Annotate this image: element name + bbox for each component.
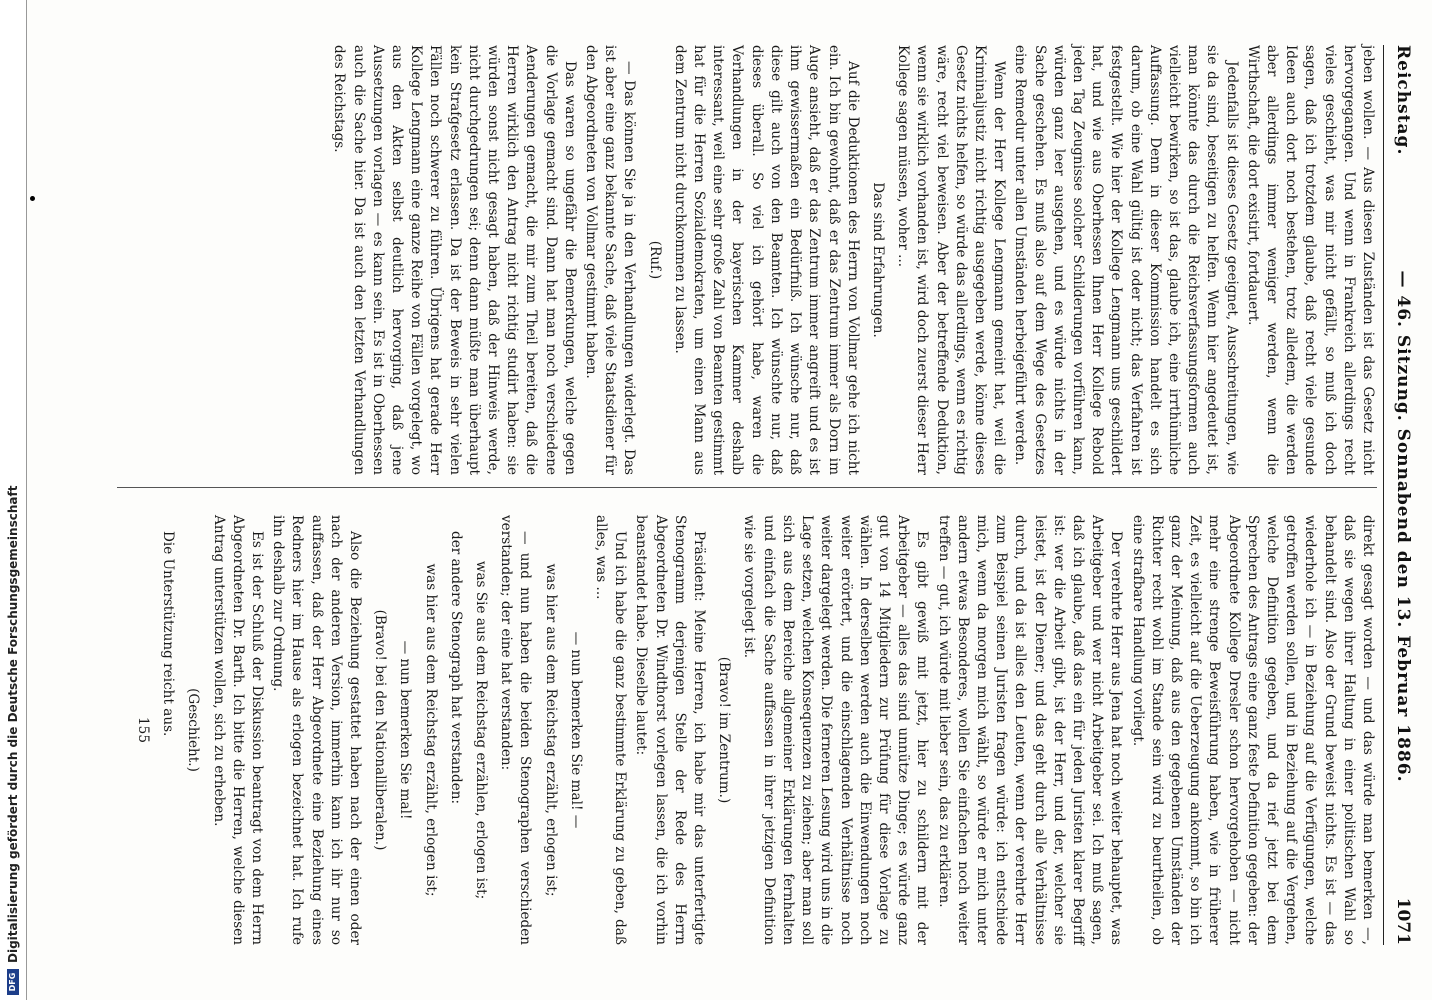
interjection: (Bravo! im Zentrum.) [716, 656, 733, 804]
paragraph: Es gibt gewiß mit jetzt, hier zu schildern mit der Arbeitgeber — alles das sind unnütze Dinge; es würde ganz gut von 14 Mitgliedern zur Prüfung für diese Vorlage zu wählen. In derselben werden auch die Einwendungen noch weiter erörtert, und die einschlagenden Verhältnisse noch weiter dargelegt werden. Die ferneren Lesung wird uns in die Lage setzen, welchen Konsequenzen zu ziehen; aber man soll sich aus dem Bereiche allgemeiner Erklärungen fernhalten und einfach die Sache auffassen in ihrer jetzigen Definition wie sie vorgelegt ist. [741, 515, 931, 945]
quote: — nun bemerken Sie mal! — [567, 631, 584, 829]
paragraph: Es ist der Schluß der Diskussion beantragt von dem Herrn Abgeordneten Dr. Barth. Ich bitte die Herren, welche diesen Antrag unterstützen wollen, sich zu erheben. [210, 515, 266, 945]
left-column [327, 45, 1377, 475]
quote: — nun bemerken Sie mal! [397, 640, 414, 820]
paragraph: Auf die Deduktionen des Herrn von Vollmar gehe ich nicht ein. Ich bin gewohnt, daß er das Zentrum immer als Dorn im Auge ansieht, daß er das Zentrum immer angreift und es ist ihm gewissermaßen ein Bedürfniß. Ich wünsche nur, daß diese gilt auch von den Beamten. Ich wünschte nur, daß dieses überall. So viel ich gehört habe, waren die Verhandlungen in der bayerischen Kammer deshalb interessant, weil eine sehr große Zahl von Beamten gestimmt hat für die Herren Sozialdemokraten, um einen Mann aus dem Zentrum nicht durchkommen zu lassen. [671, 45, 861, 475]
paragraph: — Das können Sie ja in den Verhandlungen widerlegt. Das ist aber eine ganz bekannte Sache, daß viele Staatsdiener für den Abgeordneten von Vollmar gestimmt haben. [583, 45, 638, 475]
page-number: 1071 [1393, 897, 1413, 945]
right-column [127, 515, 1377, 945]
digitization-credit: Digitalisierung gefördert durch die Deutsche Forschungsgemeinschaft [6, 485, 20, 963]
paragraph: Also die Beziehung gestattet haben nach der einen oder nach der anderen Version, immerhin kann ich ihr nur so auffassen, daß der Herr Abgeordnete eine Beziehung eines Redners hier im Hause als erlogen bezeichnet hat. Ich rufe ihn deshalb zur Ordnung. [270, 515, 364, 945]
interjection: (Geschieht.) [185, 688, 202, 772]
paragraph: direkt gesagt worden — und das würde man bemerken —, daß sie wegen ihrer Haltung in einer politischen Wahl so behandelt sind. Also der Grund beweist nichts. Es ist — das wiederhole ich — in Beziehung auf die Verfügungen, welche getroffen werden sollen, und in Beziehung auf die Vergehen, welche Definition gegeben, und da rief jetzt bei dem Sprechen des Antrags eine ganz feste Definition gegeben: der Abgeordnete Kollege Dresler schon hervorgehoben — nicht mehr eine strenge Beweisführung haben, wie in früherer Zeit, es vielleicht auf die Ueberzeugung ankommt, so bin ich ganz der Meinung, daß aus den gegebenen Umständen der Richter recht wohl im Stande sein wird zu beurtheilen, ob eine strafbare Handlung vorliegt. [1129, 515, 1376, 945]
paragraph: der andere Stenograph hat verstanden: [447, 531, 464, 805]
quote: was hier aus dem Reichstag erzählt, erlogen ist; [422, 563, 439, 897]
header-left: Reichstag. [1393, 45, 1413, 156]
paragraph: Jedenfalls ist dieses Gesetz geeignet, Ausschreitungen, wie sie da sind, beseitigen zu helfen. Wenn hier angedeutet ist, man könnte das durch die Reichsverfassungsformen auch vielleicht bewirken, so ist das, glaube ich, eine irrthümliche Auffassung. Denn in dieser Kommission handelt es sich darum, ob eine Wahl gültig ist oder nicht; das Verfahren ist festgestellt. Wie hier der Kollege Lengmann uns geschildert hat, und wie aus Oberhessen Ihnen Herr Kollege Rebold jeden Tag Zeugnisse solcher Schilderungen vorführen kann, würden ganz leer ausgehen, und es würde nichts in der Sache geschehen. Es muß also auf dem Wege des Gesetzes eine Remedur unter allen Umständen herbeigeführt werden. [1012, 45, 1240, 475]
paragraph: Die Unterstützung reicht aus. [160, 531, 177, 737]
header-middle: — 46. Sitzung. Sonnabend den 13. Februar 1886. [1393, 270, 1413, 783]
paragraph: jeben wollen. — Aus diesen Zuständen ist das Gesetz nicht hervorgegangen. Und wenn in Frankreich allerdings recht vieles geschieht, was mir nicht gefällt, so muß ich doch sagen, daß ich trotzdem glaube, daß recht viele gesunde Ideen auch dort noch bestehen, trotz alledem, die werden aber allerdings immer weniger werden, wenn die Wirthschaft, die dort existirt, fortdauert. [1244, 45, 1376, 475]
dfg-logo: DFG [7, 969, 19, 995]
paragraph: Der verehrte Herr aus Jena hat noch weiter behauptet, was Arbeitgeber und wer nicht Arbeitgeber sei. Ich muß sagen, daß ich glaube, daß das ein für jeden Juristen klarer Begriff ist: wer die Arbeit gibt, ist der Herr, und der, welcher sie leistet, ist der Diener; und das geht durch alle Verhältnisse durch, und da ist alles den Leuten, wenn der verehrte Herr zum Beispiel seinen Juristen fragen würde: ich entschiede mich, wenn da morgen mich wählt, so würde er mich unter andern etwas Besonderes, wollen Sie einfachen noch weiter treffen — gut, ich würde mit lieber sein, das zu erklären. [935, 515, 1125, 945]
paragraph: Präsident: Meine Herren, ich habe mir das unterfertigte Stenogramm derjenigen Stelle der Rede des Herrn Abgeordneten Dr. Windthorst vorlegen lassen, die ich vorhin beanstandet habe. Dieselbe lautet: [633, 515, 708, 945]
quote: was hier aus dem Reichstag erzählt, erlogen ist; [542, 563, 559, 897]
interjection: (Bravo! bei den Nationalliberalen.) [372, 609, 389, 851]
quote: was Sie aus dem Reichstag erzählen, erlogen ist; [473, 560, 490, 900]
page-footer-number: 155 [135, 717, 152, 743]
paragraph: — und nun haben die beiden Stenographen verschieden verstanden; der eine hat verstanden: [498, 515, 534, 945]
quote: Und ich habe die ganz bestimmte Erklärung zu geben, daß alles, was ... [593, 515, 629, 945]
column-divider [117, 487, 1377, 488]
paragraph: Das sind Erfahrungen. [869, 182, 886, 338]
paragraph: Wenn der Herr Kollege Lengmann gemeint hat, weil die Kriminaljustiz nicht richtig ausgegeben werde, könne dieses Gesetz nichts helfen, so würde das allerdings, wenn es richtig wäre, recht viel beweisen. Aber der betreffende Deduktion, wenn sie wirklich vorhanden ist, wird doch zuerst dieser Herr Kollege sagen müssen, woher ... [895, 45, 1008, 475]
paragraph: Das waren so ungefähr die Bemerkungen, welche gegen die Vorlage gemacht sind. Dann hat man noch verschiedene Aenderungen gemacht, die mir zum Theil bereiten, daß die Herren wirklich den Antrag nicht richtig studirt haben: sie würden sonst nicht gesagt haben, daß der Hinweis werde, nicht durchgedrungen sei; denn dann müßte man überhaupt kein Strafgesetz erlassen. Da ist der Beweis in sehr vielen Fällen noch schwerer zu führen. Übrigens hat gerade Herr Kollege Lengmann eine ganze Reihe von Fällen vorgelegt, wo aus den Akten selbst deutlich hervorging, daß jene Aussetzungen vorlagen — es kann sein. Es ist in Oberhessen auch die Sache hier. Da ist auch den letzten Verhandlungen des Reichstags. [331, 45, 578, 475]
interjection: (Ruf.) [646, 240, 663, 280]
running-header [1383, 45, 1422, 945]
